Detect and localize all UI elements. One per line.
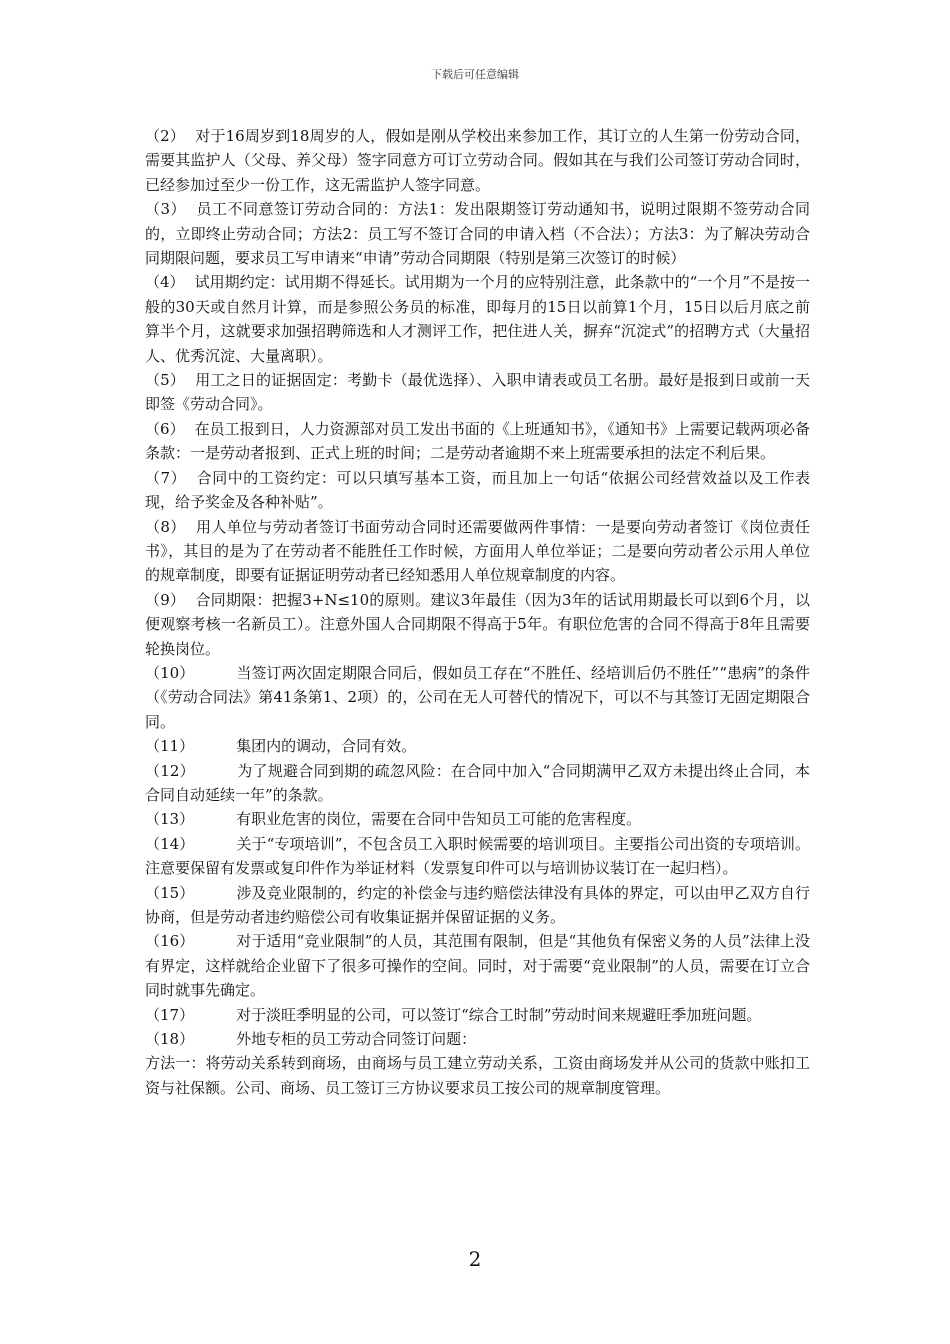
clause-paragraph [145, 1027, 810, 1051]
clause-number: （18） [145, 1030, 195, 1049]
clause-paragraph [145, 881, 810, 930]
clause-text: 有职业危害的岗位，需要在合同中告知员工可能的危害程度。 [236, 810, 642, 829]
clause-text: 合同期限：把握3+N≤10的原则。建议3年最佳（因为3年的话试用期最长可以到6个月，以便观察考核一名新员工）。注意外国人合同期限不得高于5年。有职位危害的合同不得高于8年且需要轮换岗位。 [145, 590, 811, 658]
clause-paragraph [145, 661, 810, 734]
clause-text: 对于淡旺季明显的公司，可以签订“综合工时制”劳动时间来规避旺季加班问题。 [236, 1005, 762, 1024]
clause-paragraph [145, 929, 810, 1002]
clause-text: 试用期约定：试用期不得延长。试用期为一个月的应特别注意，此条款中的“一个月”不是按一般的30天或自然月计算，而是参照公务员的标准，即每月的15日以前算1个月，15日以后月底之前算半个月，这就要求加强招聘筛选和人才测评工作，把住进人关，摒弃“沉淀式”的招聘方式（大量招人、优秀沉淀、大量离职）。 [145, 273, 811, 365]
document-body [145, 124, 810, 1100]
clause-paragraph [145, 807, 810, 831]
clause-paragraph [145, 417, 810, 466]
clause-text: 关于“专项培训”，不包含员工入职时候需要的培训项目。主要指公司出资的专项培训。注意要保留有发票或复印件作为举证材料（发票复印件可以与培训协议装订在一起归档）。 [145, 834, 810, 878]
clause-number: （17） [145, 1005, 195, 1024]
clause-number: （14） [145, 834, 195, 853]
clause-paragraph [145, 1051, 810, 1100]
clause-text: 在员工报到日，人力资源部对员工发出书面的《上班通知书》，《通知书》上需要记载两项必备条款：一是劳动者报到、正式上班的时间；二是劳动者逾期不来上班需要承担的法定不利后果。 [145, 419, 810, 463]
clause-text: 为了规避合同到期的疏忽风险：在合同中加入“合同期满甲乙双方未提出终止合同，本合同自动延续一年”的条款。 [145, 761, 810, 804]
clause-paragraph [145, 734, 810, 758]
clause-text: 方法一：将劳动关系转到商场，由商场与员工建立劳动关系，工资由商场发并从公司的货款中账扣工资与社保额。公司、商场、员工签订三方协议要求员工按公司的规章制度管理。 [145, 1054, 810, 1097]
clause-number: （2） [145, 127, 186, 145]
clause-text: 涉及竞业限制的，约定的补偿金与违约赔偿法律没有具体的界定，可以由甲乙双方自行协商，但是劳动者违约赔偿公司有收集证据并保留证据的义务。 [145, 883, 810, 926]
clause-number: （3） [145, 200, 187, 219]
clause-number: （13） [145, 810, 195, 829]
clause-text: 员工不同意签订劳动合同的：方法1：发出限期签订劳动通知书，说明过限期不签劳动合同的，立即终止劳动合同；方法2：员工写不签订合同的申请入档（不合法）；方法3：为了解决劳动合同期限问题，要求员工写申请来“申请”劳动合同期限（特别是第三次签订的时候） [145, 200, 810, 268]
clause-number: （4） [145, 273, 185, 292]
clause-text: 当签订两次固定期限合同后，假如员工存在“不胜任、经培训后仍不胜任”“患病”的条件（《劳动合同法》第41条第1、2项）的，公司在无人可替代的情况下，可以不与其签订无固定期限合同。 [145, 663, 810, 731]
clause-paragraph [145, 759, 810, 808]
clause-text: 用工之日的证据固定：考勤卡（最优选择）、入职申请表或员工名册。最好是报到日或前一天即签《劳动合同》。 [145, 371, 810, 414]
clause-text: 合同中的工资约定：可以只填写基本工资，而且加上一句话“依据公司经营效益以及工作表现，给予奖金及各种补贴”。 [145, 468, 810, 512]
clause-number: （8） [145, 517, 186, 536]
clause-text: 外地专柜的员工劳动合同签订问题： [236, 1030, 477, 1049]
clause-number: （6） [145, 419, 185, 438]
page-header: 下载后可任意编辑 [431, 68, 519, 81]
page-number: 2 [468, 1247, 482, 1271]
clause-number: （7） [145, 468, 187, 487]
clause-text: 对于适用“竞业限制”的人员，其范围有限制，但是“其他负有保密义务的人员”法律上没有界定，这样就给企业留下了很多可操作的空间。同时，对于需要“竞业限制”的人员，需要在订立合同时就事先确定。 [145, 932, 810, 1000]
clause-paragraph [145, 832, 810, 881]
clause-number: （9） [145, 590, 186, 609]
clause-number: （5） [145, 371, 186, 390]
clause-paragraph [145, 588, 810, 661]
clause-paragraph [145, 515, 810, 588]
clause-text: 用人单位与劳动者签订书面劳动合同时还需要做两件事情：一是要向劳动者签订《岗位责任书》，其目的是为了在劳动者不能胜任工作时候，方面用人单位举证；二是要向劳动者公示用人单位的规章制度，即要有证据证明劳动者已经知悉用人单位规章制度的内容。 [145, 517, 810, 585]
clause-number: （15） [145, 883, 195, 902]
clause-paragraph [145, 1003, 810, 1027]
clause-text: 集团内的调动，合同有效。 [236, 737, 417, 756]
clause-text: 对于16周岁到18周岁的人，假如是刚从学校出来参加工作，其订立的人生第一份劳动合同，需要其监护人（父母、养父母）签字同意方可订立劳动合同。假如其在与我们公司签订劳动合同时，已经参加过至少一份工作，这无需监护人签字同意。 [145, 127, 810, 194]
clause-number: （16） [145, 932, 195, 951]
clause-paragraph [145, 368, 810, 417]
clause-paragraph [145, 124, 810, 197]
clause-number: （11） [145, 737, 195, 756]
clause-paragraph [145, 466, 810, 515]
clause-number: （12） [145, 761, 195, 780]
clause-paragraph [145, 197, 810, 270]
clause-paragraph [145, 270, 810, 368]
clause-number: （10） [145, 663, 195, 682]
